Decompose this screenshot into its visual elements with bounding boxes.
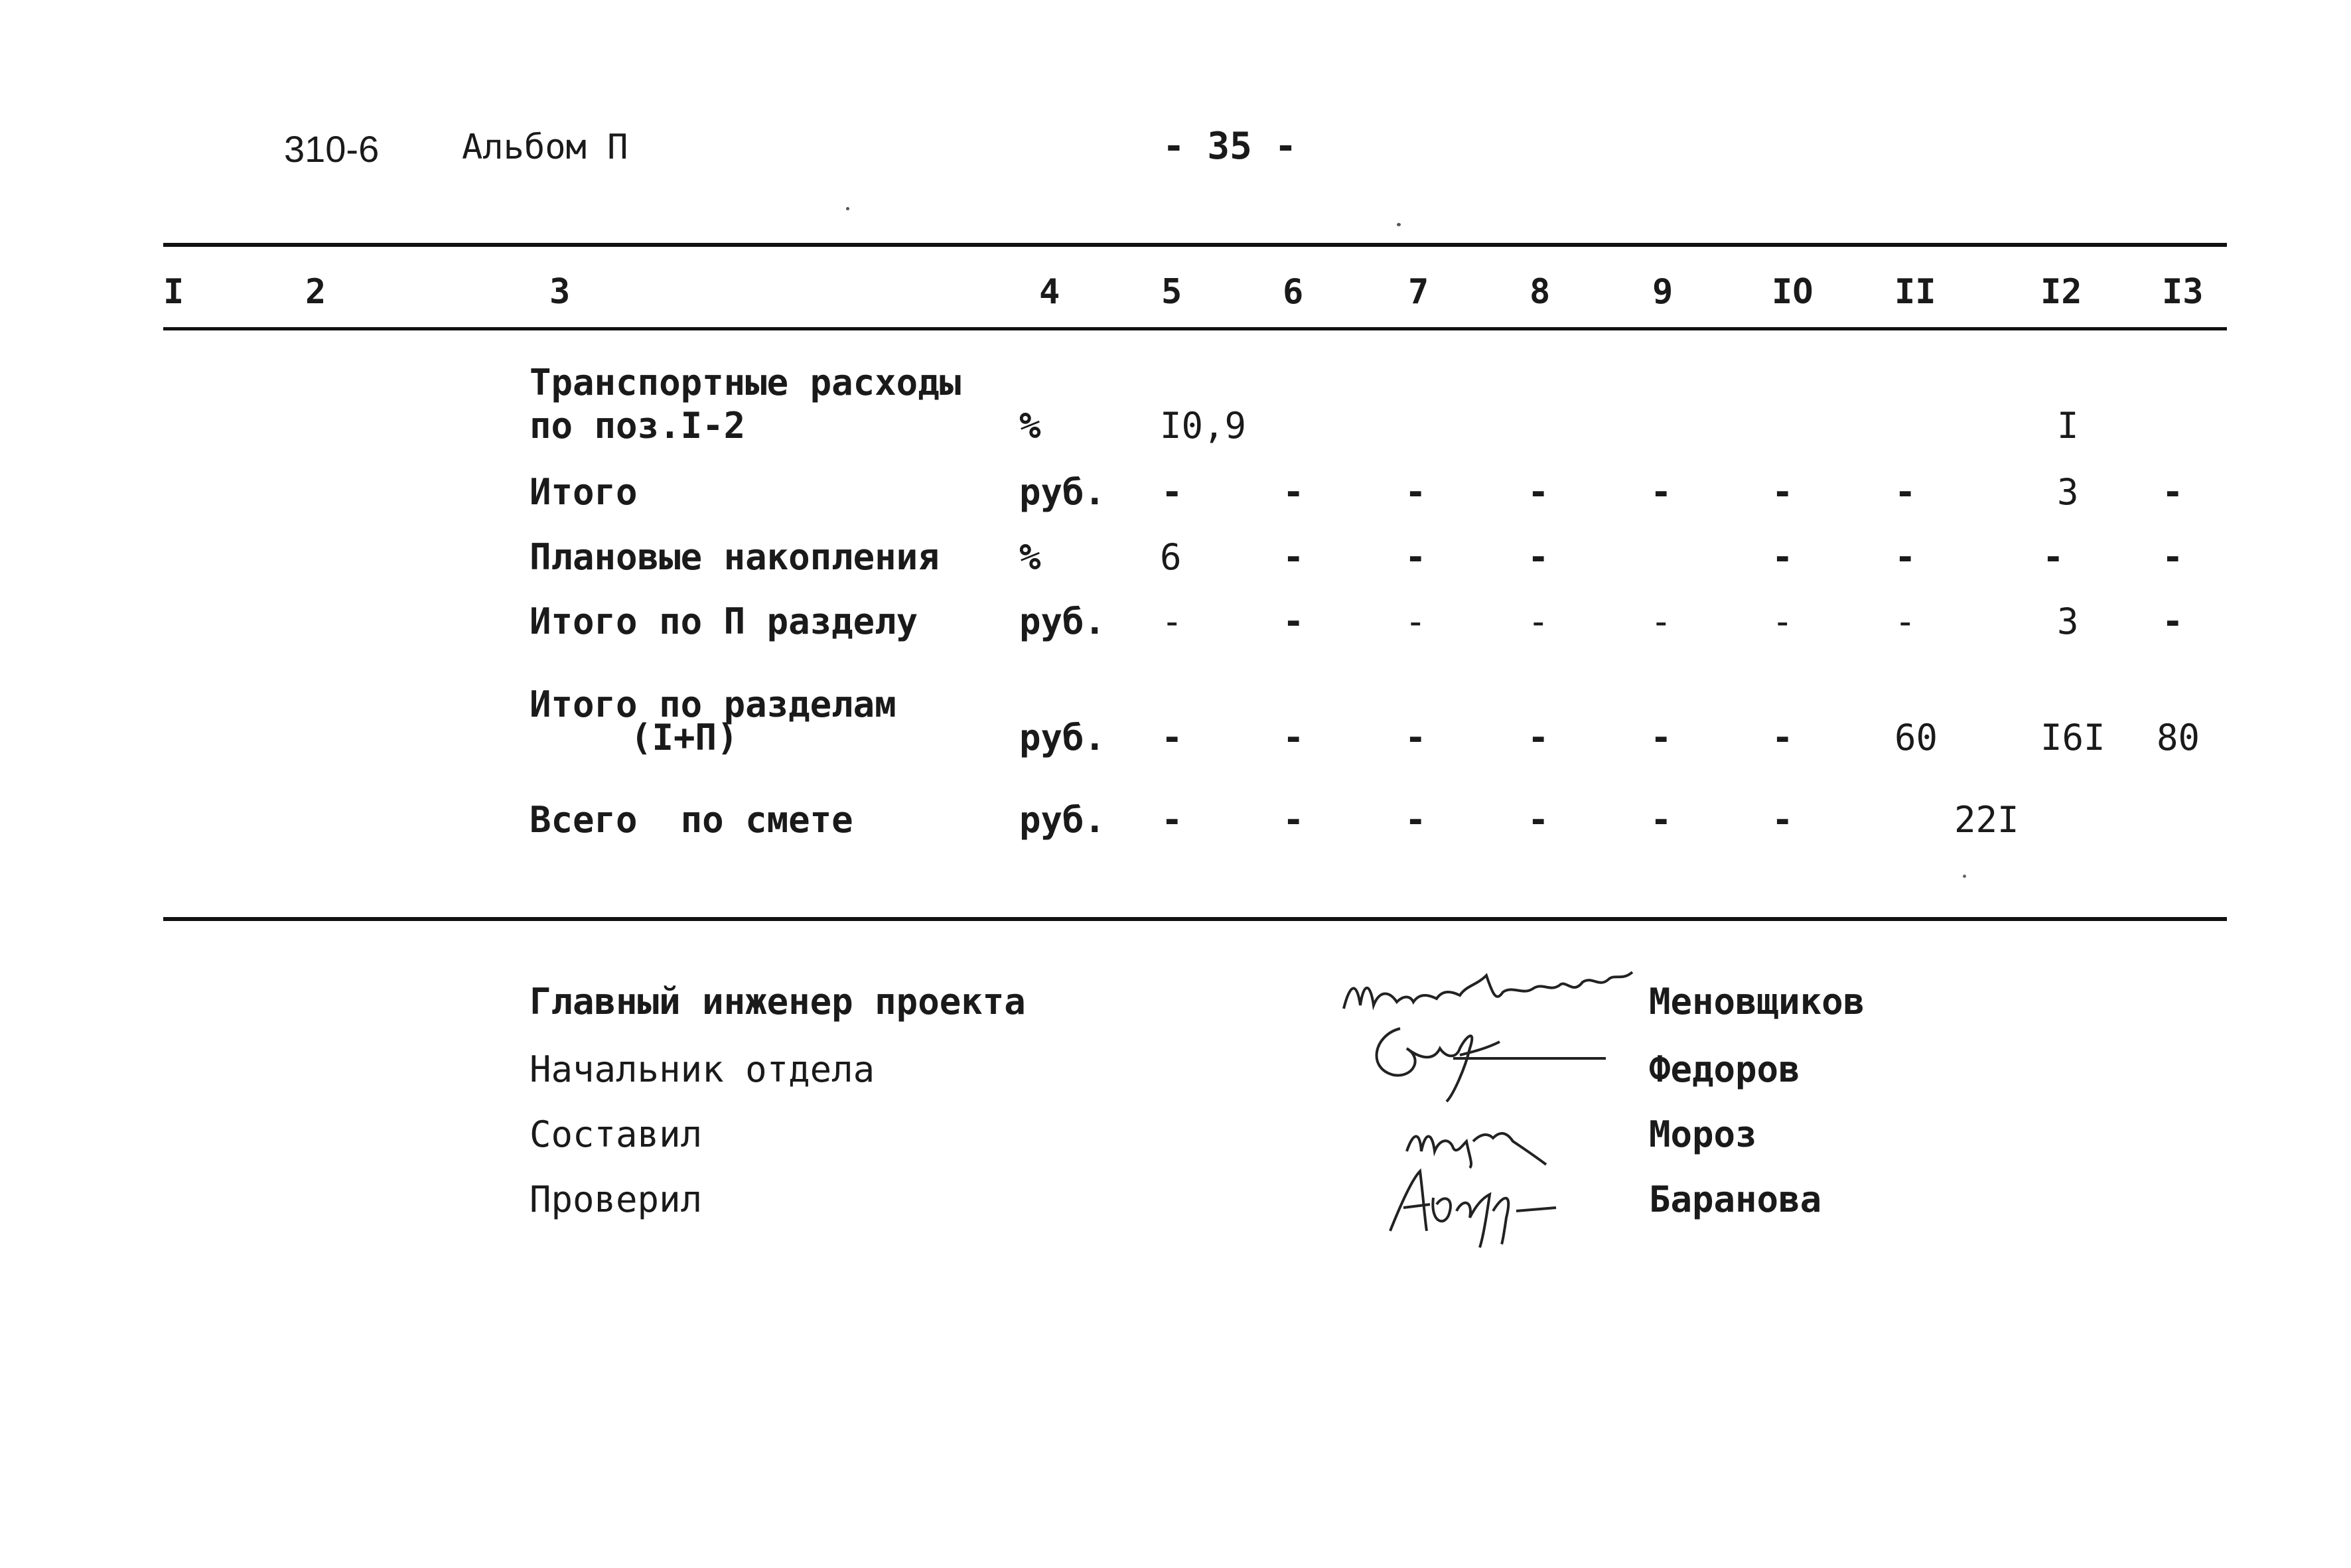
column-header: II [1894, 272, 1936, 312]
value-cell: - [1283, 471, 1305, 513]
value-cell: - [2162, 471, 2184, 513]
value-cell: I [2057, 405, 2079, 447]
table-header-rule [163, 327, 2227, 330]
signature-role: Главный инженер проекта [530, 981, 1026, 1023]
value-cell: - [1283, 536, 1305, 578]
value-cell: - [1161, 717, 1183, 758]
column-header: I2 [2040, 272, 2082, 312]
row-label: Плановые накопления [530, 536, 940, 578]
handwritten-signature [1360, 995, 1612, 1108]
unit-cell: % [1019, 536, 1041, 578]
unit-cell: руб. [1019, 717, 1106, 758]
value-cell: - [1283, 799, 1305, 841]
value-cell: 6 [1160, 536, 1182, 578]
value-cell: - [1650, 717, 1672, 758]
column-header: IO [1772, 272, 1814, 312]
value-cell: - [1650, 799, 1672, 841]
column-header: 3 [549, 272, 571, 312]
value-cell: - [1405, 717, 1427, 758]
value-cell: I6I [2040, 717, 2105, 758]
value-cell: - [1772, 799, 1794, 841]
value-cell: - [1894, 536, 1916, 578]
signatory-name: Меновщиков [1649, 981, 1865, 1023]
total-value: 22I [1954, 799, 2019, 841]
value-cell: - [1650, 471, 1672, 513]
signatory-name: Баранова [1649, 1178, 1822, 1220]
row-label: Всего по смете [530, 799, 853, 841]
table-top-rule [163, 243, 2227, 247]
value-cell: - [2162, 536, 2184, 578]
row-label: Итого [530, 471, 638, 513]
album-title: Альбом П [462, 127, 628, 167]
value-cell: - [1650, 601, 1672, 642]
value-cell: - [1528, 799, 1549, 841]
value-cell: - [1405, 601, 1427, 642]
page-number: - 35 - [1163, 125, 1297, 168]
value-cell: 60 [1894, 717, 1938, 758]
value-cell: 3 [2057, 471, 2079, 513]
value-cell: - [1772, 601, 1794, 642]
document-code: 310-6 [284, 128, 380, 170]
signature-role: Проверил [530, 1178, 703, 1220]
signatory-name: Федоров [1649, 1048, 1800, 1090]
column-header: I3 [2162, 272, 2204, 312]
signature-role: Начальник отдела [530, 1048, 875, 1090]
column-header: 7 [1408, 272, 1429, 312]
column-header: 9 [1652, 272, 1674, 312]
handwritten-signature [1384, 1158, 1569, 1251]
column-header: 4 [1039, 272, 1060, 312]
value-cell: - [1894, 471, 1916, 513]
column-header: 8 [1530, 272, 1551, 312]
table-bottom-rule [163, 917, 2227, 921]
column-header: 6 [1283, 272, 1304, 312]
row-label: по поз.I-2 [530, 405, 746, 447]
value-cell: - [1405, 799, 1427, 841]
signature-role: Составил [530, 1113, 703, 1155]
value-cell: - [1161, 601, 1183, 642]
value-cell: - [1283, 601, 1305, 642]
value-cell: - [2042, 536, 2064, 578]
value-cell: - [1772, 536, 1794, 578]
unit-cell: руб. [1019, 601, 1106, 642]
column-header: 5 [1161, 272, 1182, 312]
scan-speck [846, 207, 849, 210]
unit-cell: % [1019, 405, 1041, 447]
value-cell: I0,9 [1160, 405, 1247, 447]
value-cell: 80 [2157, 717, 2200, 758]
column-header: I [163, 272, 184, 312]
value-cell: - [1772, 717, 1794, 758]
value-cell: - [1405, 471, 1427, 513]
value-cell: - [1283, 717, 1305, 758]
row-label: (I+П) [630, 717, 739, 758]
value-cell: - [2162, 601, 2184, 642]
row-label: Итого по П разделу [530, 601, 918, 642]
column-header: 2 [305, 272, 326, 312]
unit-cell: руб. [1019, 799, 1106, 841]
value-cell: - [1161, 471, 1183, 513]
value-cell: - [1161, 799, 1183, 841]
value-cell: - [1528, 601, 1549, 642]
unit-cell: руб. [1019, 471, 1106, 513]
value-cell: - [1528, 471, 1549, 513]
signatory-name: Мороз [1649, 1113, 1757, 1155]
row-label: Транспортные расходы [530, 362, 962, 403]
value-cell: - [1772, 471, 1794, 513]
value-cell: - [1405, 536, 1427, 578]
value-cell: - [1894, 601, 1916, 642]
value-cell: - [1528, 536, 1549, 578]
value-cell: - [1528, 717, 1549, 758]
scan-speck [1963, 875, 1966, 878]
value-cell: 3 [2057, 601, 2079, 642]
row-label: Итого по разделам [530, 683, 896, 725]
scan-speck [1397, 223, 1401, 226]
